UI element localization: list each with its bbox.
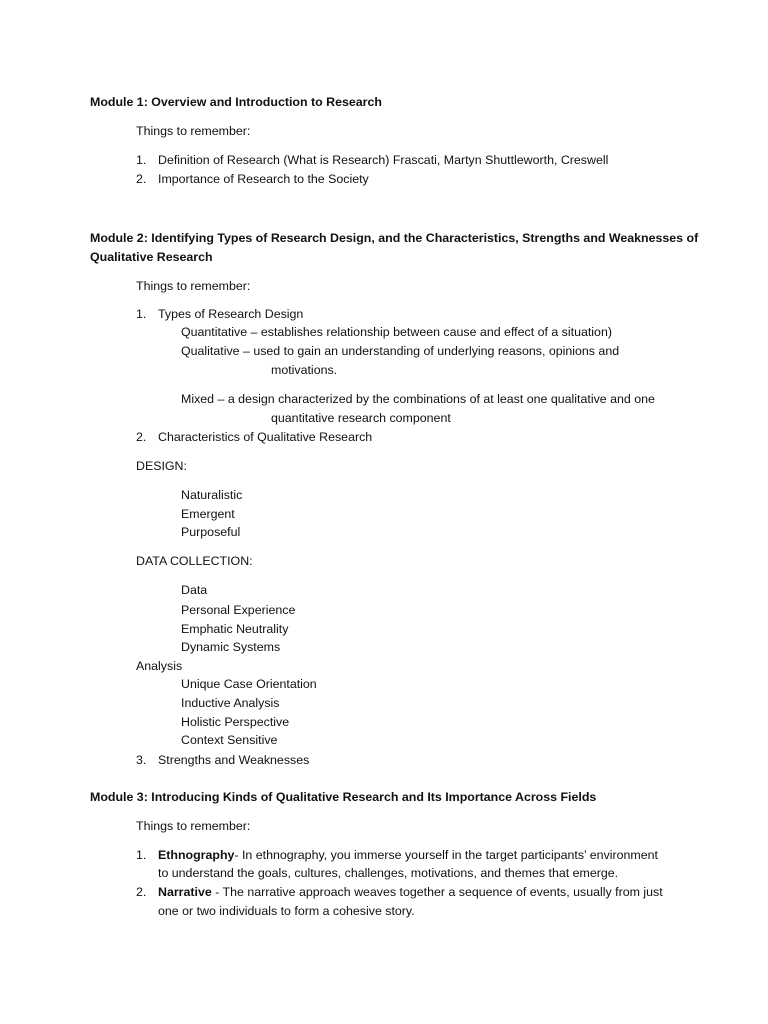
analysis-item: Unique Case Orientation bbox=[181, 677, 317, 691]
module3-item2-line2: one or two individuals to form a cohesive story. bbox=[158, 904, 415, 918]
design-item: Purposeful bbox=[181, 525, 241, 539]
module2-item2-number: 2. bbox=[136, 430, 147, 444]
ethnography-description: - In ethnography, you immerse yourself in the target participants’ environment bbox=[234, 848, 658, 862]
narrative-term: Narrative bbox=[158, 885, 212, 899]
module3-item1-number: 1. bbox=[136, 848, 147, 862]
module2-heading-line1: Module 2: Identifying Types of Research Design, and the Characteristics, Strengths and Weaknesses of bbox=[90, 231, 699, 245]
module2-intro: Things to remember: bbox=[136, 279, 251, 293]
analysis-item: Holistic Perspective bbox=[181, 715, 290, 729]
design-item: Naturalistic bbox=[181, 488, 243, 502]
ethnography-term: Ethnography bbox=[158, 848, 235, 862]
module3-intro: Things to remember: bbox=[136, 819, 251, 833]
analysis-label: Analysis bbox=[136, 659, 183, 673]
module1-item1-number: 1. bbox=[136, 153, 147, 167]
module2-heading-line2: Qualitative Research bbox=[90, 250, 213, 264]
data-collection-item: Dynamic Systems bbox=[181, 640, 281, 654]
data-collection-item: Data bbox=[181, 583, 208, 597]
module1-item2-number: 2. bbox=[136, 172, 147, 186]
module2-item2-text: Characteristics of Qualitative Research bbox=[158, 430, 373, 444]
module2-item3-text: Strengths and Weaknesses bbox=[158, 753, 310, 767]
qualitative-definition-line2: motivations. bbox=[271, 363, 338, 377]
module3-item2-line1 bbox=[158, 886, 663, 898]
analysis-item: Inductive Analysis bbox=[181, 696, 280, 710]
module1-item2-text: Importance of Research to the Society bbox=[158, 172, 369, 186]
data-collection-label: DATA COLLECTION: bbox=[136, 554, 253, 568]
module2-item1-number: 1. bbox=[136, 307, 147, 321]
design-item: Emergent bbox=[181, 507, 235, 521]
quantitative-definition: Quantitative – establishes relationship between cause and effect of a situation) bbox=[181, 325, 612, 339]
design-label: DESIGN: bbox=[136, 459, 187, 473]
module3-item1-line1 bbox=[158, 849, 658, 861]
data-collection-item: Personal Experience bbox=[181, 603, 296, 617]
module2-item1-text: Types of Research Design bbox=[158, 307, 304, 321]
narrative-description: - The narrative approach weaves together a sequence of events, usually from just bbox=[211, 885, 663, 899]
module3-heading: Module 3: Introducing Kinds of Qualitative Research and Its Importance Across Fields bbox=[90, 790, 597, 804]
module3-item2-number: 2. bbox=[136, 885, 147, 899]
module1-item1-text: Definition of Research (What is Research) Frascati, Martyn Shuttleworth, Creswell bbox=[158, 153, 609, 167]
data-collection-item: Emphatic Neutrality bbox=[181, 622, 289, 636]
module1-heading: Module 1: Overview and Introduction to Research bbox=[90, 95, 382, 109]
qualitative-definition-line1: Qualitative – used to gain an understanding of underlying reasons, opinions and bbox=[181, 344, 620, 358]
module2-item3-number: 3. bbox=[136, 753, 147, 767]
module3-item1-line2: to understand the goals, cultures, challenges, motivations, and themes that emerge. bbox=[158, 866, 619, 880]
mixed-definition-line1: Mixed – a design characterized by the combinations of at least one qualitative and one bbox=[181, 392, 655, 406]
module1-intro: Things to remember: bbox=[136, 124, 251, 138]
analysis-item: Context Sensitive bbox=[181, 733, 278, 747]
mixed-definition-line2: quantitative research component bbox=[271, 411, 451, 425]
